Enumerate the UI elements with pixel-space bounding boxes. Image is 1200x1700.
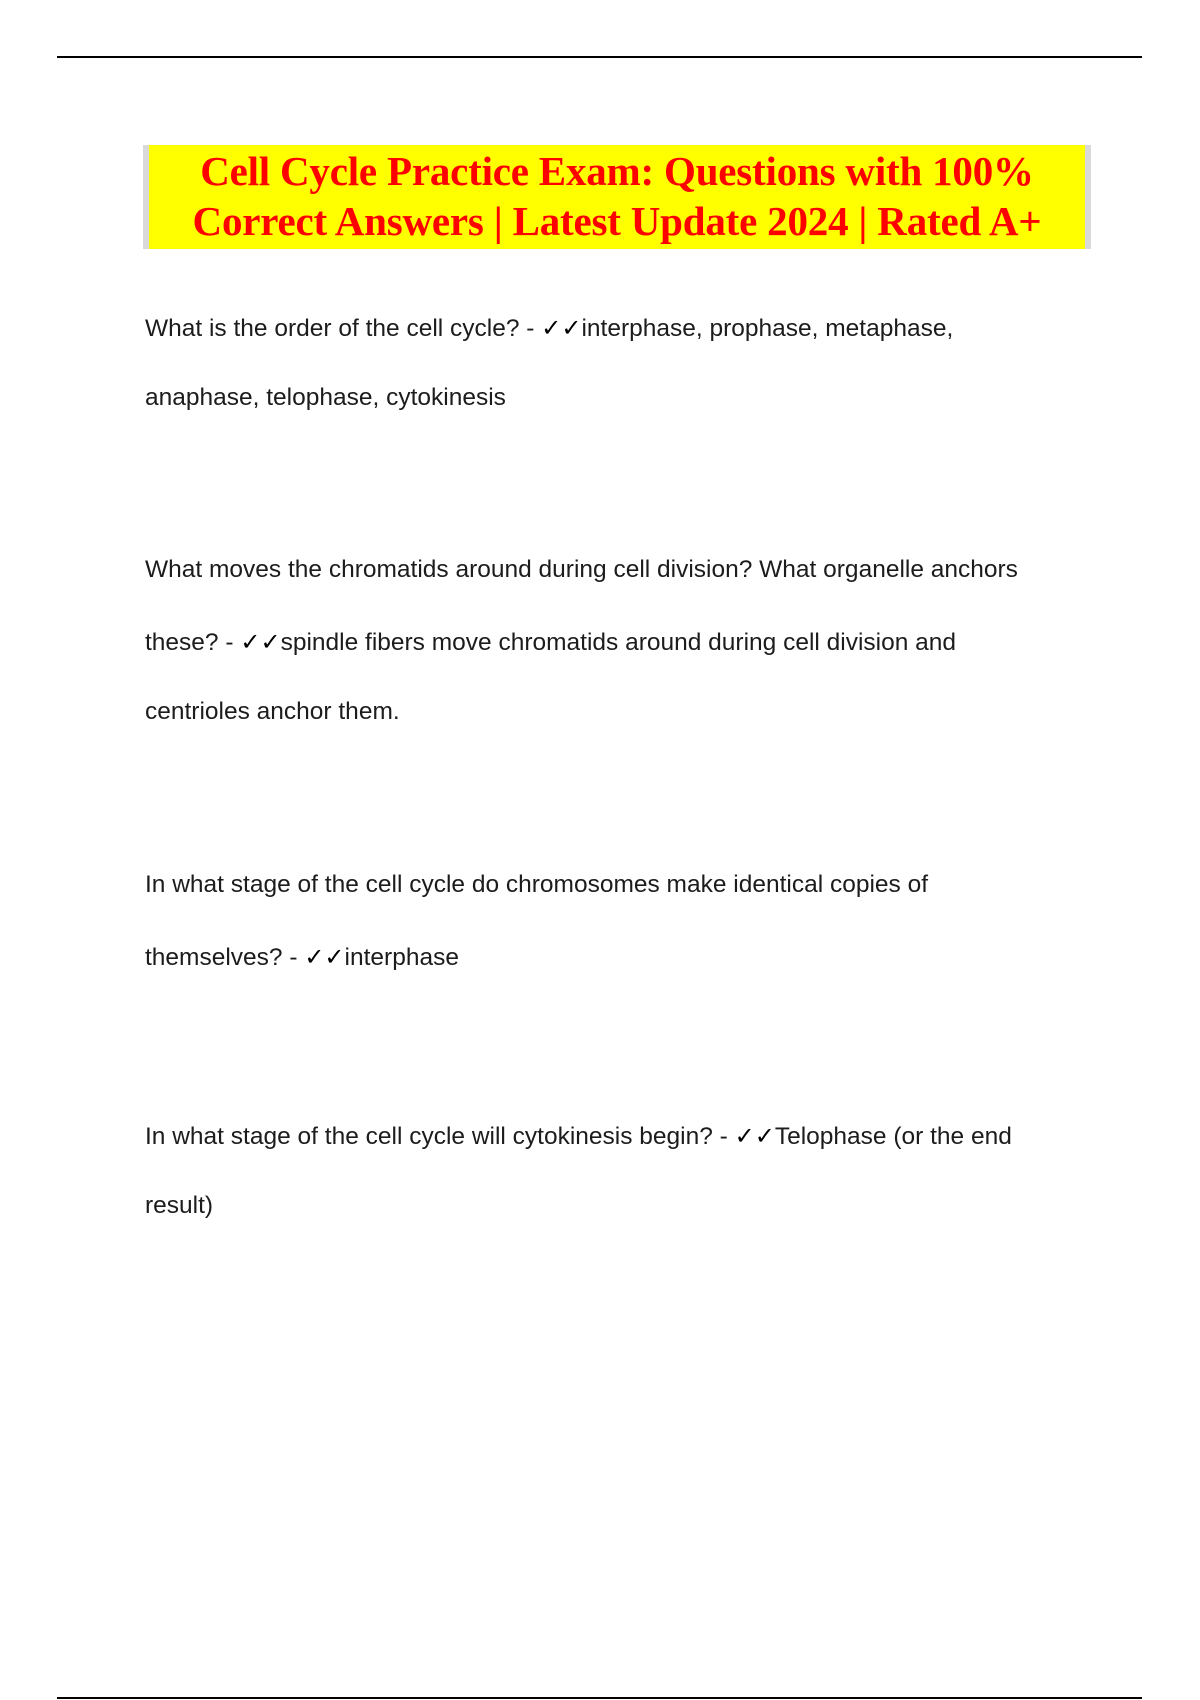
top-rule <box>57 56 1142 58</box>
qa-3-line-1: In what stage of the cell cycle do chromosomes make identical copies of <box>145 871 929 898</box>
document-title <box>143 145 1091 249</box>
double-check-icon: ✓✓ <box>304 943 345 971</box>
qa-2-line-1: What moves the chromatids around during cell division? What organelle anchors <box>145 556 1018 583</box>
qa-1-line-2: anaphase, telophase, cytokinesis <box>145 384 506 411</box>
double-check-icon: ✓✓ <box>734 1122 775 1150</box>
qa-2-line-2: these? - ✓✓spindle fibers move chromatids around during cell division and <box>145 628 957 656</box>
bottom-rule <box>57 1697 1142 1699</box>
qa-1-line-1: What is the order of the cell cycle? - ✓✓interphase, prophase, metaphase, <box>145 314 954 342</box>
title-line-2: Correct Answers | Latest Update 2024 | Rated A+ <box>192 198 1042 244</box>
qa-2-line-3: centrioles anchor them. <box>145 698 400 725</box>
double-check-icon: ✓✓ <box>240 628 281 656</box>
double-check-icon: ✓✓ <box>541 314 582 342</box>
qa-3-line-2: themselves? - ✓✓interphase <box>145 943 459 971</box>
qa-4-line-1: In what stage of the cell cycle will cytokinesis begin? - ✓✓Telophase (or the end <box>145 1122 1012 1150</box>
qa-4-line-2: result) <box>145 1192 214 1219</box>
title-line-1: Cell Cycle Practice Exam: Questions with 100% <box>200 148 1034 194</box>
